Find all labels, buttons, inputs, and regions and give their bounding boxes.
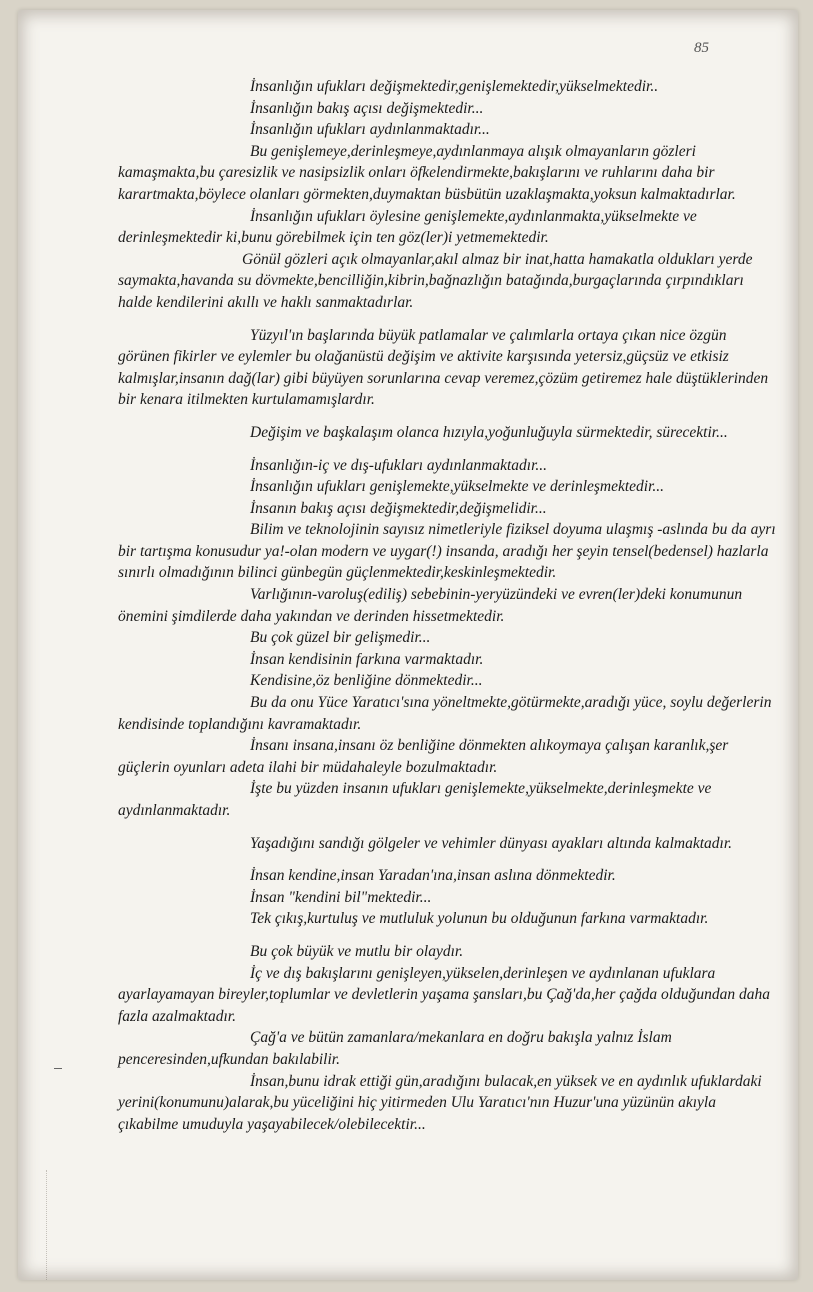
paragraph: İnsanlığın ufukları aydınlanmaktadır... (250, 121, 490, 139)
paragraph: İnsanlığın ufukları genişlemekte,yükselmekte ve derinleşmektedir... (250, 478, 665, 496)
paragraph: İnsanlığın bakış açısı değişmektedir... (250, 99, 484, 117)
paragraph: İnsanlığın ufukları öylesine genişlemekte,aydınlanmakta,yükselmekte ve derinleşmektedir ki,bunu görebilmek için ten göz(ler)i yetmemektedir. (118, 207, 697, 247)
body-text (118, 76, 778, 1135)
paragraph: Yüzyıl'ın başlarında büyük patlamalar ve çalımlarla ortaya çıkan nice özgün görünen fikirler ve eylemler bu olağanüstü değişim ve aktivite karşısında yetersiz,güçsüz ve etkisiz kalmışlar,insanın dağ(lar) gibi büyüyen sorunlarına cevap veremez,çözüm getiremez hale düştüklerinden bir kenara itilmekten kurtulamamışlardır. (118, 326, 769, 409)
paragraph: Değişim ve başkalaşım olanca hızıyla,yoğunluğuyla sürmektedir, sürecektir... (250, 423, 728, 441)
paragraph: İnsanın bakış açısı değişmektedir,değişmelidir... (250, 499, 547, 517)
paragraph: Varlığının-varoluş(ediliş) sebebinin-yeryüzündeki ve evren(ler)deki konumunun önemini şimdilerde daha yakından ve derinden hissetmektedir. (118, 586, 743, 625)
margin-scribble (46, 1170, 61, 1280)
paragraph: Yaşadığını sandığı gölgeler ve vehimler dünyası ayakları altında kalmaktadır. (250, 834, 733, 852)
paragraph: Bu çok büyük ve mutlu bir olaydır. (250, 942, 464, 960)
book-page (18, 10, 798, 1280)
paragraph: Çağ'a ve bütün zamanlara/mekanlara en doğru bakışla yalnız İslam penceresinden,ufkundan bakılabilir. (118, 1029, 672, 1068)
paragraph: Gönül gözleri açık olmayanlar,akıl almaz bir inat,hatta hamakatla oldukları yerde saymakta,havanda su dövmekte,bencilliğin,kibrin,bağnazlığın batağında,burgaçlarında çırpındıkları halde kendilerini akıllı ve haklı sanmaktadırlar. (118, 250, 753, 311)
paragraph: İnsan kendisinin farkına varmaktadır. (250, 650, 484, 668)
paragraph: İç ve dış bakışlarını genişleyen,yükselen,derinleşen ve aydınlanan ufuklara ayarlayamayan bireyler,toplumlar ve devletlerin yaşama şansları,bu Çağ'da,her çağda olduğundan daha fazla azalmaktadır. (118, 964, 770, 1025)
paragraph: İnsan kendine,insan Yaradan'ına,insan aslına dönmektedir. (250, 867, 616, 885)
paragraph: İnsan,bunu idrak ettiği gün,aradığını bulacak,en yüksek ve en aydınlık ufuklardaki yerini(konumunu)alarak,bu yüceliğini hiç yitirmeden Ulu Yaratıcı'nın Huzur'una yüzünün akıyla çıkabilme umuduyla yaşayabilecek/olebilecektir... (118, 1072, 762, 1133)
page-number: 85 (694, 40, 709, 56)
paragraph: Bilim ve teknolojinin sayısız nimetleriyle fiziksel doyuma ulaşmış -aslında bu da ayrı bir tartışma konusudur ya!-olan modern ve uygar(!) insanda, aradığı her şeyin tensel(bedensel) hazlarla sınırlı olmadığının bilinci günbegün güçlenmektedir,keskinleşmektedir. (118, 521, 776, 582)
paragraph: İnsanlığın-iç ve dış-ufukları aydınlanmaktadır... (250, 456, 548, 474)
paragraph: Bu da onu Yüce Yaratıcı'sına yöneltmekte,götürmekte,aradığı yüce, soylu değerlerin kendisinde toplandığını kavramaktadır. (118, 694, 772, 733)
paragraph: İnsan "kendini bil"mektedir... (250, 888, 432, 906)
paragraph: İnsanlığın ufukları değişmektedir,genişlemektedir,yükselmektedir.. (250, 78, 659, 95)
margin-tick (54, 1068, 62, 1069)
paragraph: İşte bu yüzden insanın ufukları genişlemekte,yükselmekte,derinleşmekte ve aydınlanmaktadır. (118, 780, 712, 819)
paragraph: Bu genişlemeye,derinleşmeye,aydınlanmaya alışık olmayanların gözleri kamaşmakta,bu çaresizlik ve nasipsizlik onları öfkelendirmekte,bakışlarını ve ruhlarını daha bir karartmakta,böylece olanları görmekten,duymaktan büsbütün uzaklaşmakta,yoksun kalmaktadırlar. (118, 142, 736, 203)
paragraph: Bu çok güzel bir gelişmedir... (250, 629, 431, 647)
paragraph: Tek çıkış,kurtuluş ve mutluluk yolunun bu olduğunun farkına varmaktadır. (250, 910, 709, 928)
paragraph: İnsanı insana,insanı öz benliğine dönmekten alıkoymaya çalışan karanlık,şer güçlerin oyunları adeta ilahi bir müdahaleyle bozulmaktadır. (118, 737, 729, 776)
paragraph: Kendisine,öz benliğine dönmektedir... (250, 672, 483, 690)
